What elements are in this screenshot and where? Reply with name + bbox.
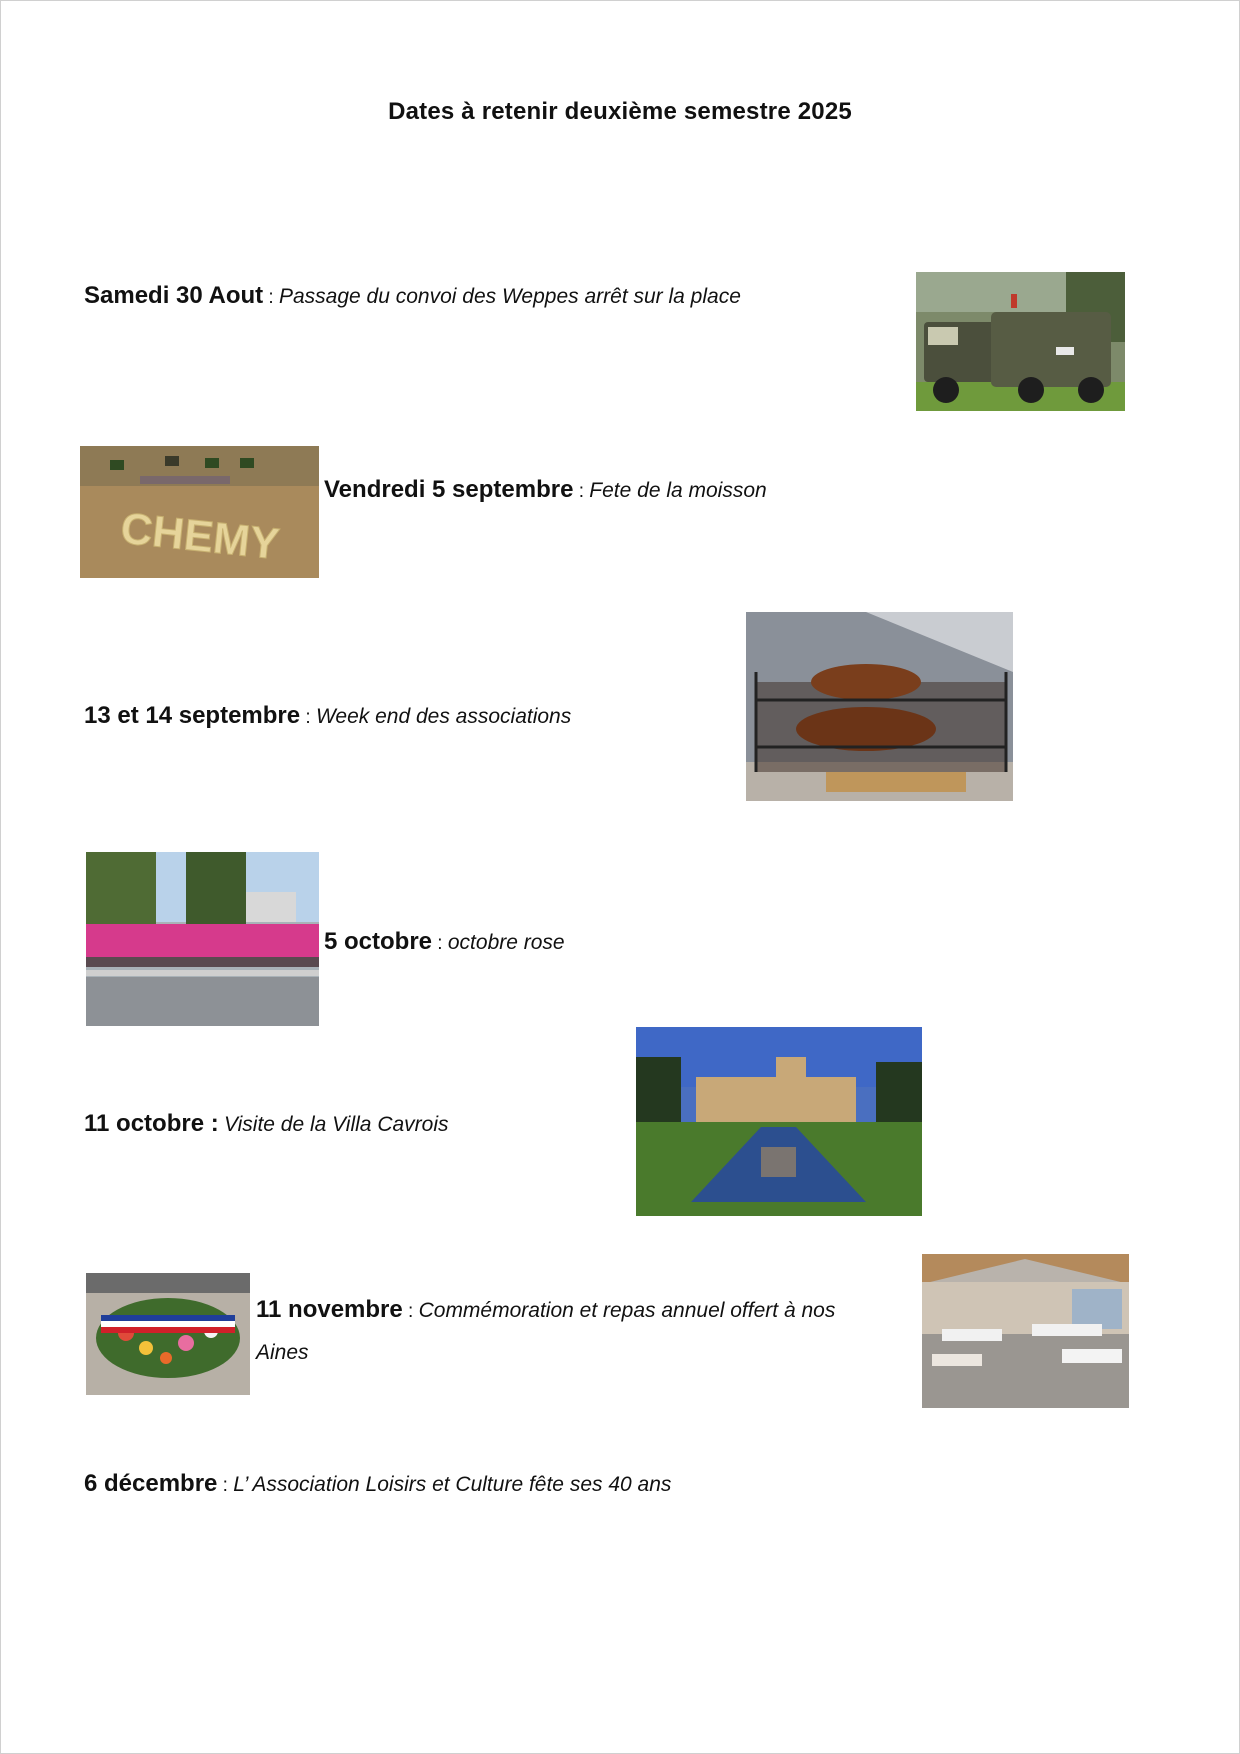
event-description: octobre rose	[447, 931, 565, 954]
event-date: Samedi 30 Aout	[84, 282, 264, 309]
event-description: Commémoration et repas annuel offert à nos	[418, 1299, 836, 1322]
event-description: Week end des associations	[315, 705, 572, 728]
octobre-rose-group-photo	[86, 852, 319, 1026]
villa-cavrois-photo	[636, 1027, 922, 1216]
harvest-field-photo	[80, 446, 319, 578]
event-11-novembre-continued	[256, 1338, 309, 1366]
event-description: L’ Association Loisirs et Culture fête ses 40 ans	[233, 1473, 672, 1496]
event-description: Passage du convoi des Weppes arrêt sur la place	[279, 285, 741, 308]
banquet-hall-photo	[922, 1254, 1129, 1408]
page-title: Dates à retenir deuxième semestre 2025	[388, 98, 852, 125]
event-date: 13 et 14 septembre	[84, 702, 301, 729]
event-aout	[84, 282, 741, 310]
event-description: Fete de la moisson	[589, 479, 767, 502]
event-villa-cavrois	[84, 1110, 449, 1138]
event-description: Visite de la Villa Cavrois	[224, 1113, 449, 1136]
event-moisson	[324, 476, 767, 504]
wreath-photo	[86, 1273, 250, 1395]
event-octobre-rose	[324, 928, 565, 956]
event-separator: :	[402, 1301, 419, 1322]
event-separator: :	[432, 933, 448, 954]
event-date: 5 octobre	[324, 928, 433, 955]
event-separator: :	[263, 287, 279, 308]
military-convoy-photo	[916, 272, 1125, 411]
event-date: 6 décembre	[84, 1470, 218, 1497]
roasting-pig-photo	[746, 612, 1013, 801]
event-date: 11 novembre	[256, 1296, 403, 1323]
event-date: 11 octobre :	[84, 1110, 219, 1137]
event-6-decembre	[84, 1470, 671, 1498]
event-description-continued: Aines	[256, 1341, 309, 1364]
event-separator: :	[300, 707, 316, 728]
event-separator: :	[573, 481, 590, 502]
event-11-novembre	[256, 1296, 835, 1324]
event-associations	[84, 702, 571, 730]
event-separator: :	[217, 1475, 234, 1496]
field-text: CHEMY	[118, 503, 282, 570]
event-date: Vendredi 5 septembre	[324, 476, 574, 503]
